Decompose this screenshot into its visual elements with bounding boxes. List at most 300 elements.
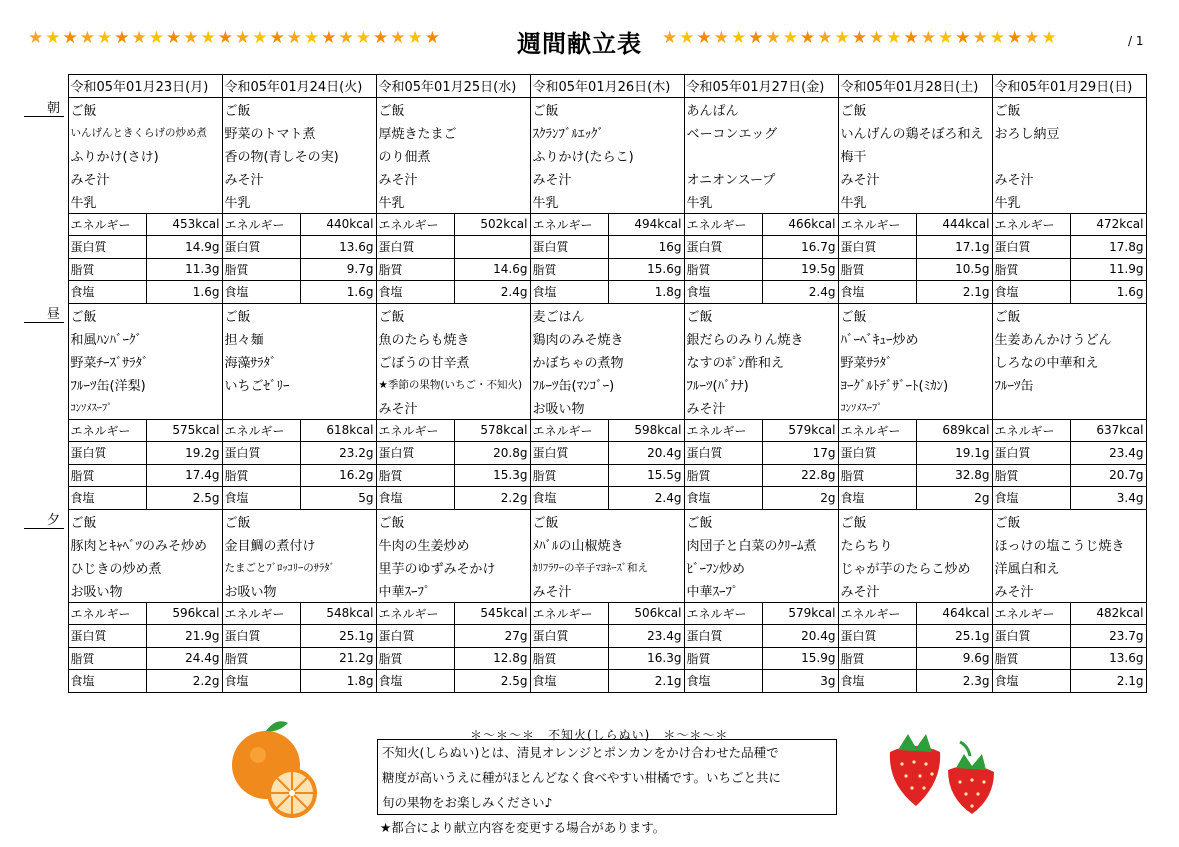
nutrient-label: 蛋白質 — [838, 625, 916, 648]
dish-row — [24, 533, 1146, 556]
star-icon: ★ — [424, 28, 442, 48]
nutrient-value: 21.2g — [300, 647, 376, 670]
nutrient-value: 3.4g — [1070, 487, 1146, 510]
dish-cell: ふりかけ(たらこ) — [530, 144, 684, 167]
nutrition-row — [24, 487, 1146, 510]
nutrient-value: 466kcal — [762, 213, 838, 236]
nutrient-value: 17.8g — [1070, 236, 1146, 259]
dish-row — [24, 97, 1146, 121]
nutrient-label: 蛋白質 — [838, 442, 916, 465]
nutrient-value: 11.9g — [1070, 258, 1146, 281]
nutrient-label: 脂質 — [838, 464, 916, 487]
dish-cell: 豚肉とｷｬﾍﾞﾂのみそ炒め — [68, 533, 222, 556]
dish-cell: ご飯 — [68, 97, 222, 121]
nutrient-value: 23.7g — [1070, 625, 1146, 648]
nutrient-label: 蛋白質 — [992, 442, 1070, 465]
nutrient-label: 食塩 — [530, 281, 608, 304]
dish-cell: ｽｸﾗﾝﾌﾞﾙｴｯｸﾞ — [530, 121, 684, 144]
star-icon: ★ — [920, 28, 938, 48]
dish-cell: ひじきの炒め煮 — [68, 556, 222, 579]
star-icon: ★ — [1041, 28, 1059, 48]
nutrient-value: 15.3g — [454, 464, 530, 487]
nutrient-label: 食塩 — [684, 670, 762, 693]
dish-cell: いんげんときくらげの炒め煮 — [68, 121, 222, 144]
date-cell: 令和05年01月27日(金) — [684, 75, 838, 98]
star-icon: ★ — [390, 28, 408, 48]
nutrient-value: 596kcal — [146, 602, 222, 625]
nutrition-row — [24, 670, 1146, 693]
nutrient-value: 579kcal — [762, 419, 838, 442]
nutrient-value: 502kcal — [454, 213, 530, 236]
nutrient-value: 19.2g — [146, 442, 222, 465]
dish-cell: ご飯 — [68, 303, 222, 327]
dish-cell: 洋風白和え — [992, 556, 1146, 579]
nutrient-label: エネルギー — [684, 419, 762, 442]
nutrient-label: 食塩 — [838, 670, 916, 693]
nutrient-label: 蛋白質 — [68, 625, 146, 648]
dish-cell: ﾌﾙｰﾂ缶(洋梨) — [68, 373, 222, 396]
dish-cell: ご飯 — [992, 303, 1146, 327]
nutrient-value: 22.8g — [762, 464, 838, 487]
nutrient-label: 脂質 — [684, 464, 762, 487]
nutrient-label: エネルギー — [684, 213, 762, 236]
nutrient-value: 2.1g — [916, 281, 992, 304]
dish-row — [24, 396, 1146, 420]
note-line-2: 糖度が高いうえに種がほとんどなく食べやすい柑橘です。いちごと共に — [382, 770, 782, 785]
nutrient-value: 9.6g — [916, 647, 992, 670]
nutrient-label: 蛋白質 — [68, 236, 146, 259]
dish-cell: ｶﾘﾌﾗﾜｰの辛子ﾏﾖﾈｰｽﾞ和え — [530, 556, 684, 579]
dish-cell: ご飯 — [992, 97, 1146, 121]
nutrient-label: エネルギー — [838, 213, 916, 236]
star-icon: ★ — [304, 28, 322, 48]
dish-cell: 金目鯛の煮付け — [222, 533, 376, 556]
dish-cell: ★季節の果物(いちご・不知火) — [376, 373, 530, 396]
nutrient-label: 蛋白質 — [684, 625, 762, 648]
nutrient-value: 23.4g — [608, 625, 684, 648]
nutrition-row — [24, 625, 1146, 648]
note-line-3: 旬の果物をお楽しみください♪ — [382, 795, 553, 810]
date-cell: 令和05年01月25日(水) — [376, 75, 530, 98]
star-icon: ★ — [782, 28, 800, 48]
dish-cell: みそ汁 — [992, 167, 1146, 190]
star-icon: ★ — [148, 28, 166, 48]
dish-cell: ｺﾝｿﾒｽｰﾌﾟ — [68, 396, 222, 420]
star-icon: ★ — [800, 28, 818, 48]
nutrient-label: 蛋白質 — [684, 442, 762, 465]
nutrient-label: 蛋白質 — [222, 625, 300, 648]
dish-row — [24, 121, 1146, 144]
footnote: ★都合により献立内容を変更する場合があります。 — [380, 820, 666, 835]
meal-label-cell — [24, 303, 68, 509]
meal-label: 昼 — [24, 303, 64, 323]
dish-cell: ご飯 — [530, 509, 684, 533]
nutrient-label: エネルギー — [992, 419, 1070, 442]
meal-label-cell — [24, 97, 68, 303]
dish-cell: ﾊﾞｰﾍﾞｷｭｰ炒め — [838, 327, 992, 350]
star-icon: ★ — [765, 28, 783, 48]
dish-cell: 牛乳 — [530, 190, 684, 214]
nutrient-label: 食塩 — [530, 670, 608, 693]
nutrient-label: 脂質 — [838, 647, 916, 670]
dish-cell: 肉団子と白菜のｸﾘｰﾑ煮 — [684, 533, 838, 556]
nutrient-value: 15.6g — [608, 258, 684, 281]
star-icon: ★ — [321, 28, 339, 48]
nutrient-label: 食塩 — [684, 487, 762, 510]
nutrient-label: 蛋白質 — [222, 236, 300, 259]
strawberry-illustration — [880, 722, 1010, 817]
nutrient-value: 32.8g — [916, 464, 992, 487]
nutrient-label: 食塩 — [992, 487, 1070, 510]
dish-cell: 中華ｽｰﾌﾟ — [376, 579, 530, 603]
dish-cell: のり佃煮 — [376, 144, 530, 167]
dish-cell: みそ汁 — [992, 579, 1146, 603]
dish-cell: ご飯 — [376, 97, 530, 121]
star-border-left — [28, 30, 442, 47]
nutrient-value: 20.8g — [454, 442, 530, 465]
star-icon: ★ — [955, 28, 973, 48]
dish-row — [24, 327, 1146, 350]
dish-cell: お吸い物 — [530, 396, 684, 420]
nutrient-value: 2.4g — [454, 281, 530, 304]
nutrient-label: 蛋白質 — [376, 236, 454, 259]
nutrient-label: 脂質 — [684, 258, 762, 281]
nutrient-label: エネルギー — [838, 602, 916, 625]
star-icon: ★ — [696, 28, 714, 48]
nutrient-label: 脂質 — [684, 647, 762, 670]
nutrient-value: 10.5g — [916, 258, 992, 281]
weekly-menu-table — [24, 74, 1147, 693]
dish-cell: なすのﾎﾟﾝ酢和え — [684, 350, 838, 373]
nutrient-value: 2.1g — [608, 670, 684, 693]
nutrient-value: 20.7g — [1070, 464, 1146, 487]
dish-cell: ご飯 — [838, 97, 992, 121]
dish-cell — [222, 396, 376, 420]
dish-row — [24, 144, 1146, 167]
dish-cell: 野菜ｻﾗﾀﾞ — [838, 350, 992, 373]
dish-cell: たらちり — [838, 533, 992, 556]
nutrient-value: 1.8g — [300, 670, 376, 693]
page-title: 週間献立表 — [517, 30, 642, 58]
dish-cell — [992, 144, 1146, 167]
dish-cell: 里芋のゆずみそかけ — [376, 556, 530, 579]
date-cell: 令和05年01月24日(火) — [222, 75, 376, 98]
nutrient-value: 689kcal — [916, 419, 992, 442]
nutrient-label: 食塩 — [992, 281, 1070, 304]
nutrient-value: 453kcal — [146, 213, 222, 236]
nutrient-value: 2.5g — [454, 670, 530, 693]
nutrient-value: 13.6g — [1070, 647, 1146, 670]
nutrient-value: 20.4g — [762, 625, 838, 648]
nutrient-label: 脂質 — [68, 258, 146, 281]
star-border-right — [662, 30, 1059, 47]
dish-cell: しろなの中華和え — [992, 350, 1146, 373]
nutrient-value: 17.1g — [916, 236, 992, 259]
nutrient-label: 食塩 — [376, 487, 454, 510]
dish-cell: お吸い物 — [222, 579, 376, 603]
star-icon: ★ — [28, 28, 46, 48]
dish-cell: 牛乳 — [838, 190, 992, 214]
dish-row — [24, 350, 1146, 373]
dish-cell: あんぱん — [684, 97, 838, 121]
star-icon: ★ — [972, 28, 990, 48]
dish-cell: たまごとﾌﾞﾛｯｺﾘｰのｻﾗﾀﾞ — [222, 556, 376, 579]
nutrient-value: 14.6g — [454, 258, 530, 281]
nutrient-label: エネルギー — [992, 602, 1070, 625]
dish-cell: ﾌﾙｰﾂ(ﾊﾞﾅﾅ) — [684, 373, 838, 396]
nutrient-value: 618kcal — [300, 419, 376, 442]
nutrient-label: 脂質 — [992, 258, 1070, 281]
star-icon: ★ — [286, 28, 304, 48]
nutrient-value: 19.5g — [762, 258, 838, 281]
star-icon: ★ — [851, 28, 869, 48]
dish-cell: 厚焼きたまご — [376, 121, 530, 144]
dish-cell: 海藻ｻﾗﾀﾞ — [222, 350, 376, 373]
dish-cell: ご飯 — [222, 97, 376, 121]
nutrient-value: 2.3g — [916, 670, 992, 693]
nutrient-value: 20.4g — [608, 442, 684, 465]
nutrient-value: 578kcal — [454, 419, 530, 442]
dish-cell: ﾖｰｸﾞﾙﾄﾃﾞｻﾞｰﾄ(ﾐｶﾝ) — [838, 373, 992, 396]
nutrient-value: 545kcal — [454, 602, 530, 625]
dish-cell: 鶏肉のみそ焼き — [530, 327, 684, 350]
nutrition-row — [24, 258, 1146, 281]
note-box — [377, 739, 837, 815]
dish-cell: ご飯 — [838, 509, 992, 533]
dish-cell: みそ汁 — [68, 167, 222, 190]
nutrient-label: エネルギー — [376, 419, 454, 442]
dish-cell: みそ汁 — [684, 396, 838, 420]
dish-cell: 香の物(青しその実) — [222, 144, 376, 167]
nutrient-label: エネルギー — [376, 213, 454, 236]
dish-row — [24, 167, 1146, 190]
page-number: / 1 — [1128, 34, 1144, 48]
star-icon: ★ — [938, 28, 956, 48]
meal-label-cell — [24, 509, 68, 692]
nutrient-value: 506kcal — [608, 602, 684, 625]
dish-cell: じゃが芋のたらこ炒め — [838, 556, 992, 579]
dish-cell: かぼちゃの煮物 — [530, 350, 684, 373]
nutrient-label: 脂質 — [222, 647, 300, 670]
nutrient-label: エネルギー — [222, 602, 300, 625]
star-icon: ★ — [373, 28, 391, 48]
nutrient-value: 1.6g — [300, 281, 376, 304]
nutrition-row — [24, 213, 1146, 236]
star-icon: ★ — [114, 28, 132, 48]
dish-cell: みそ汁 — [376, 396, 530, 420]
dish-cell: ｺﾝｿﾒｽｰﾌﾟ — [838, 396, 992, 420]
dish-cell: ご飯 — [376, 509, 530, 533]
nutrient-value: 13.6g — [300, 236, 376, 259]
dish-cell: 牛乳 — [222, 190, 376, 214]
nutrient-label: エネルギー — [68, 213, 146, 236]
nutrient-value: 2.2g — [146, 670, 222, 693]
nutrient-value: 2.4g — [762, 281, 838, 304]
nutrient-label: 蛋白質 — [222, 442, 300, 465]
nutrient-label: エネルギー — [68, 602, 146, 625]
star-icon: ★ — [269, 28, 287, 48]
nutrient-label: 食塩 — [222, 281, 300, 304]
nutrient-value: 494kcal — [608, 213, 684, 236]
dish-cell: 野菜ﾁｰｽﾞｻﾗﾀﾞ — [68, 350, 222, 373]
nutrient-value: 25.1g — [300, 625, 376, 648]
dish-cell: みそ汁 — [376, 167, 530, 190]
nutrient-label: 蛋白質 — [992, 236, 1070, 259]
nutrient-label: エネルギー — [530, 213, 608, 236]
nutrient-value: 598kcal — [608, 419, 684, 442]
dish-cell: ご飯 — [376, 303, 530, 327]
nutrient-label: エネルギー — [530, 419, 608, 442]
nutrient-value: 19.1g — [916, 442, 992, 465]
nutrient-value: 23.4g — [1070, 442, 1146, 465]
nutrient-value: 11.3g — [146, 258, 222, 281]
nutrient-label: 食塩 — [68, 670, 146, 693]
nutrition-row — [24, 464, 1146, 487]
dish-cell: ご飯 — [222, 303, 376, 327]
nutrient-value: 16.3g — [608, 647, 684, 670]
nutrient-value: 440kcal — [300, 213, 376, 236]
nutrient-value: 575kcal — [146, 419, 222, 442]
dish-cell: ごぼうの甘辛煮 — [376, 350, 530, 373]
nutrition-row — [24, 602, 1146, 625]
nutrient-label: エネルギー — [838, 419, 916, 442]
nutrient-label: 蛋白質 — [530, 236, 608, 259]
nutrient-label: エネルギー — [376, 602, 454, 625]
star-icon: ★ — [407, 28, 425, 48]
nutrient-value: 1.6g — [1070, 281, 1146, 304]
star-icon: ★ — [713, 28, 731, 48]
star-icon: ★ — [200, 28, 218, 48]
dish-cell: みそ汁 — [222, 167, 376, 190]
nutrition-row — [24, 236, 1146, 259]
nutrient-label: 脂質 — [530, 258, 608, 281]
nutrient-label: 食塩 — [684, 281, 762, 304]
star-icon: ★ — [748, 28, 766, 48]
dish-cell: 梅干 — [838, 144, 992, 167]
nutrient-label: 脂質 — [222, 464, 300, 487]
dish-cell: 野菜のトマト煮 — [222, 121, 376, 144]
dish-cell: ほっけの塩こうじ焼き — [992, 533, 1146, 556]
nutrient-label: 蛋白質 — [376, 442, 454, 465]
nutrient-value: 1.8g — [608, 281, 684, 304]
orange-illustration — [226, 715, 326, 820]
date-cell: 令和05年01月28日(土) — [838, 75, 992, 98]
dish-row — [24, 556, 1146, 579]
star-icon: ★ — [79, 28, 97, 48]
dish-cell — [992, 396, 1146, 420]
dish-cell: ご飯 — [684, 509, 838, 533]
star-icon: ★ — [662, 28, 680, 48]
corner-cell — [24, 75, 68, 98]
nutrition-row — [24, 281, 1146, 304]
star-icon: ★ — [97, 28, 115, 48]
nutrient-value: 14.9g — [146, 236, 222, 259]
nutrient-value: 17g — [762, 442, 838, 465]
dish-cell: みそ汁 — [838, 167, 992, 190]
star-icon: ★ — [338, 28, 356, 48]
nutrient-value: 579kcal — [762, 602, 838, 625]
star-icon: ★ — [252, 28, 270, 48]
star-icon: ★ — [869, 28, 887, 48]
star-icon: ★ — [886, 28, 904, 48]
date-header-row — [24, 75, 1146, 98]
nutrient-value: 16g — [608, 236, 684, 259]
meal-label: 朝 — [24, 97, 64, 117]
nutrient-label: 蛋白質 — [838, 236, 916, 259]
nutrient-label: エネルギー — [992, 213, 1070, 236]
nutrition-row — [24, 419, 1146, 442]
nutrient-value: 1.6g — [146, 281, 222, 304]
dish-cell: みそ汁 — [530, 579, 684, 603]
nutrient-label: 食塩 — [838, 281, 916, 304]
dish-cell: ﾋﾞｰﾌﾝ炒め — [684, 556, 838, 579]
nutrient-value: 2g — [762, 487, 838, 510]
note-title: ＊～＊～＊ 不知火(しらぬい) ＊～＊～＊ — [470, 728, 729, 742]
dish-cell: ﾌﾙｰﾂ缶(ﾏﾝｺﾞｰ) — [530, 373, 684, 396]
nutrient-value: 17.4g — [146, 464, 222, 487]
nutrient-value: 2g — [916, 487, 992, 510]
star-icon: ★ — [1007, 28, 1025, 48]
nutrient-label: 脂質 — [376, 647, 454, 670]
dish-cell: ご飯 — [222, 509, 376, 533]
dish-cell: みそ汁 — [530, 167, 684, 190]
star-icon: ★ — [679, 28, 697, 48]
nutrient-label: 食塩 — [992, 670, 1070, 693]
nutrient-label: 食塩 — [68, 487, 146, 510]
star-icon: ★ — [45, 28, 63, 48]
dish-cell: ベーコンエッグ — [684, 121, 838, 144]
nutrient-label: 蛋白質 — [68, 442, 146, 465]
dish-cell: いちごｾﾞﾘｰ — [222, 373, 376, 396]
star-icon: ★ — [355, 28, 373, 48]
nutrient-label: 脂質 — [68, 647, 146, 670]
nutrient-label: 食塩 — [530, 487, 608, 510]
nutrient-label: 食塩 — [376, 281, 454, 304]
dish-cell: ご飯 — [992, 509, 1146, 533]
nutrient-label: 脂質 — [992, 647, 1070, 670]
header — [0, 20, 1179, 60]
dish-cell: ご飯 — [838, 303, 992, 327]
nutrient-value: 2.1g — [1070, 670, 1146, 693]
meal-label: 夕 — [24, 509, 64, 529]
nutrient-value: 23.2g — [300, 442, 376, 465]
dish-cell: ﾌﾙｰﾂ缶 — [992, 373, 1146, 396]
nutrient-label: 蛋白質 — [684, 236, 762, 259]
dish-row — [24, 579, 1146, 603]
dish-cell: 牛乳 — [68, 190, 222, 214]
dish-row — [24, 303, 1146, 327]
nutrient-value: 24.4g — [146, 647, 222, 670]
nutrient-label: 脂質 — [376, 258, 454, 281]
star-icon: ★ — [834, 28, 852, 48]
nutrient-label: エネルギー — [222, 213, 300, 236]
dish-cell: いんげんの鶏そぼろ和え — [838, 121, 992, 144]
nutrient-label: 脂質 — [530, 464, 608, 487]
dish-cell: みそ汁 — [838, 579, 992, 603]
nutrient-label: エネルギー — [222, 419, 300, 442]
nutrient-value: 9.7g — [300, 258, 376, 281]
nutrient-label: 蛋白質 — [992, 625, 1070, 648]
nutrient-label: 食塩 — [68, 281, 146, 304]
nutrient-label: 蛋白質 — [530, 625, 608, 648]
nutrient-value: 464kcal — [916, 602, 992, 625]
dish-cell: 銀だらのみりん焼き — [684, 327, 838, 350]
nutrient-value — [454, 236, 530, 259]
nutrient-label: 脂質 — [376, 464, 454, 487]
nutrient-value: 2.4g — [608, 487, 684, 510]
star-icon: ★ — [235, 28, 253, 48]
nutrient-label: 蛋白質 — [530, 442, 608, 465]
